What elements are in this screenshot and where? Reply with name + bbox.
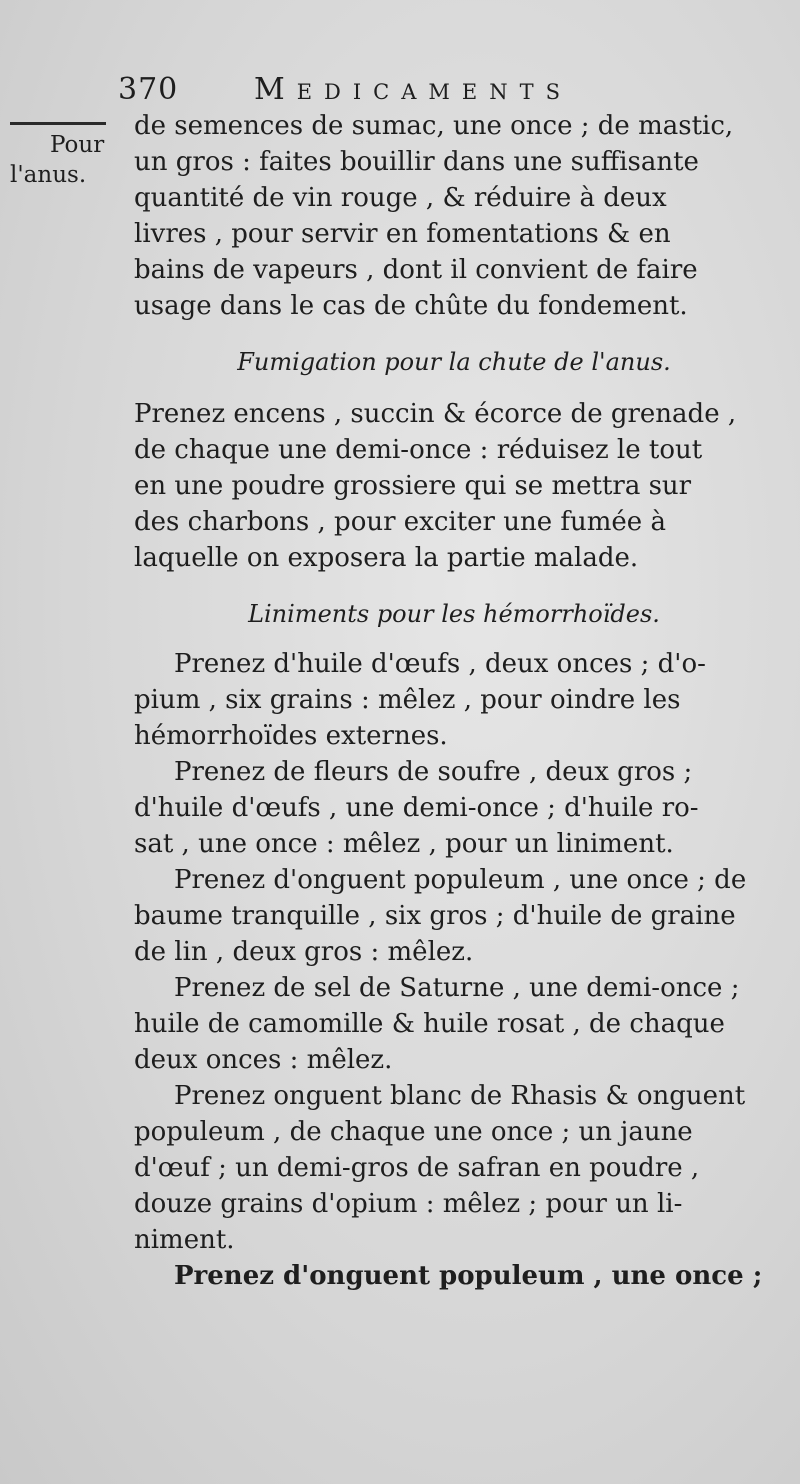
text-line: de semences de sumac, une once ; de mastic, bbox=[134, 111, 734, 141]
recipe-3 bbox=[118, 862, 770, 970]
text-line: livres , pour servir en fomentations & en bbox=[134, 219, 671, 249]
text-line: niment. bbox=[134, 1225, 235, 1255]
text-line: Prenez encens , succin & écorce de grenade , bbox=[134, 399, 737, 429]
margin-note bbox=[10, 130, 120, 190]
text-line: bains de vapeurs , dont il convient de faire bbox=[134, 255, 698, 285]
text-line: populeum , de chaque une once ; un jaune bbox=[134, 1117, 693, 1147]
text-line: Prenez d'huile d'œufs , deux onces ; d'o- bbox=[174, 649, 706, 679]
recipe-6 bbox=[118, 1258, 770, 1294]
margin-note-line-2: l'anus. bbox=[10, 162, 87, 188]
text-line: quantité de vin rouge , & réduire à deux bbox=[134, 183, 667, 213]
section-heading-liniments: Liniments pour les hémorrhoïdes. bbox=[248, 600, 660, 628]
text-line: d'huile d'œufs , une demi-once ; d'huile ro- bbox=[134, 793, 699, 823]
text-line: baume tranquille , six gros ; d'huile de graine bbox=[134, 901, 736, 931]
text-line: douze grains d'opium : mêlez ; pour un li- bbox=[134, 1189, 683, 1219]
text-line: Prenez d'onguent populeum , une once ; bbox=[174, 1261, 763, 1291]
page-number: 370 bbox=[118, 72, 179, 107]
running-title: Medicaments bbox=[254, 72, 573, 107]
body-text bbox=[118, 108, 770, 1294]
section-heading-fumigation: Fumigation pour la chute de l'anus. bbox=[237, 348, 671, 376]
text-line: d'œuf ; un demi-gros de safran en poudre , bbox=[134, 1153, 700, 1183]
recipe-2 bbox=[118, 754, 770, 862]
text-line: hémorrhoïdes externes. bbox=[134, 721, 448, 751]
paragraph-fomentation bbox=[118, 108, 770, 324]
text-line: sat , une once : mêlez , pour un liniment. bbox=[134, 829, 674, 859]
margin-note-line-1: Pour bbox=[50, 132, 105, 158]
page-header bbox=[118, 72, 758, 112]
text-line: Prenez de fleurs de soufre , deux gros ; bbox=[174, 757, 693, 787]
text-line: pium , six grains : mêlez , pour oindre les bbox=[134, 685, 681, 715]
text-line: en une poudre grossiere qui se mettra sur bbox=[134, 471, 692, 501]
text-line: deux onces : mêlez. bbox=[134, 1045, 393, 1075]
text-line: Prenez d'onguent populeum , une once ; de bbox=[174, 865, 747, 895]
text-line: de lin , deux gros : mêlez. bbox=[134, 937, 474, 967]
text-line: Prenez de sel de Saturne , une demi-once ; bbox=[174, 973, 740, 1003]
text-line: huile de camomille & huile rosat , de chaque bbox=[134, 1009, 725, 1039]
recipe-5 bbox=[118, 1078, 770, 1258]
recipe-1 bbox=[118, 646, 770, 754]
paragraph-fumigation bbox=[118, 396, 770, 576]
text-line: usage dans le cas de chûte du fondement. bbox=[134, 291, 688, 321]
margin-rule bbox=[10, 122, 106, 125]
text-line: Prenez onguent blanc de Rhasis & onguent bbox=[174, 1081, 746, 1111]
recipe-4 bbox=[118, 970, 770, 1078]
text-line: laquelle on exposera la partie malade. bbox=[134, 543, 639, 573]
text-line: de chaque une demi-once : réduisez le tout bbox=[134, 435, 703, 465]
text-line: des charbons , pour exciter une fumée à bbox=[134, 507, 666, 537]
text-line: un gros : faites bouillir dans une suffisante bbox=[134, 147, 699, 177]
